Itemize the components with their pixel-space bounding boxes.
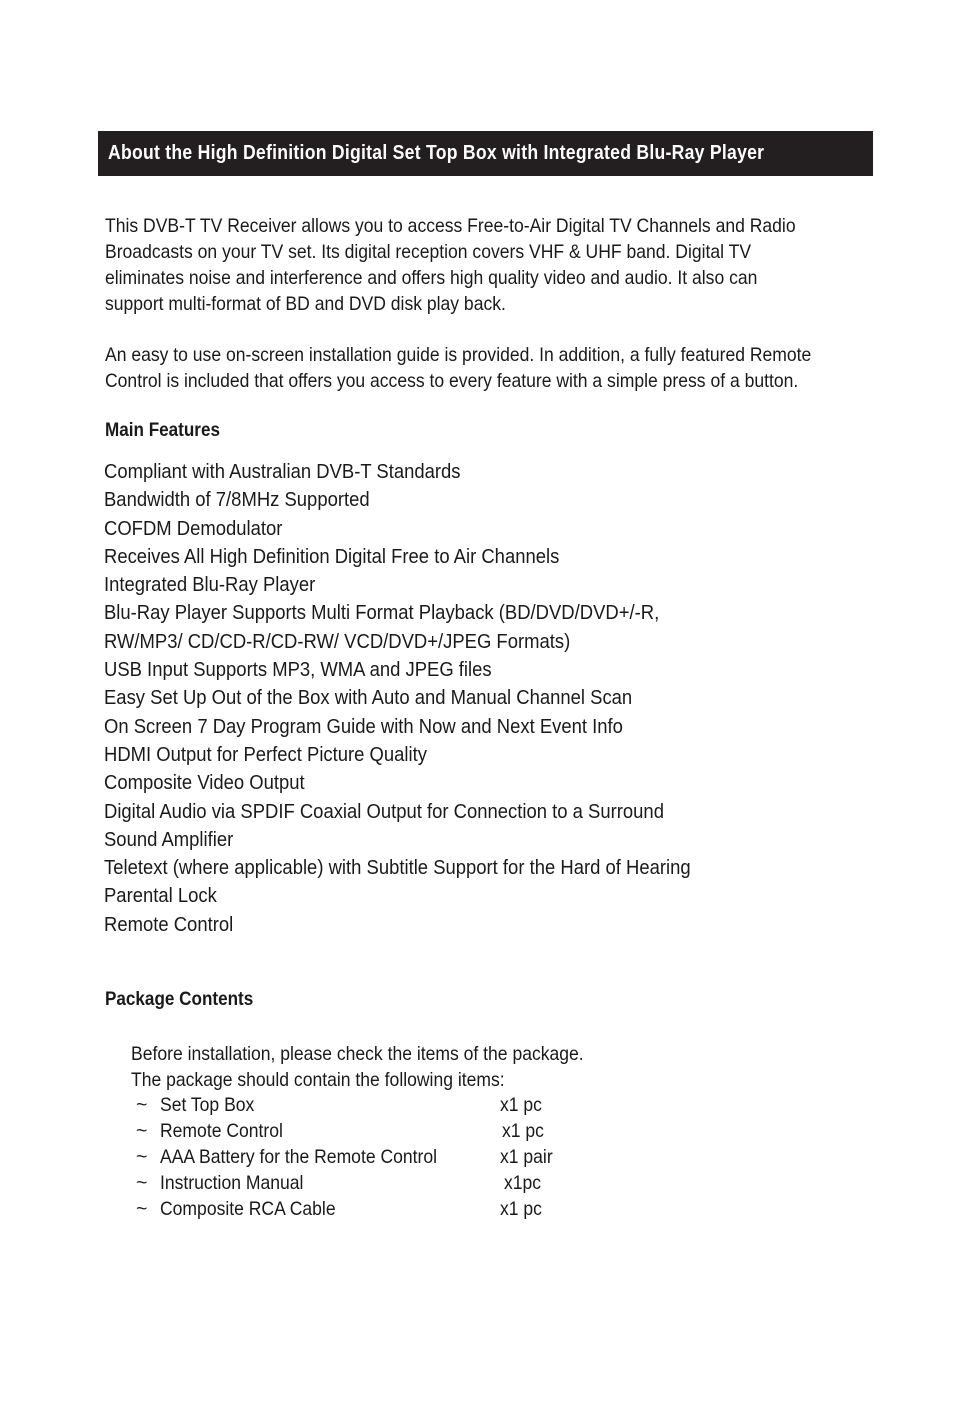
intro-line: support multi-format of BD and DVD disk play back.: [105, 293, 506, 315]
intro-paragraph-2: [105, 342, 925, 394]
main-features-list: [104, 458, 756, 939]
feature-item: Compliant with Australian DVB-T Standards: [104, 460, 461, 483]
package-item-name: AAA Battery for the Remote Control: [160, 1146, 438, 1168]
tilde-bullet: ~: [136, 1146, 148, 1168]
package-item: [136, 1118, 576, 1144]
feature-item: Digital Audio via SPDIF Coaxial Output for Connection to a Surround: [104, 799, 664, 823]
feature-item: Integrated Blu-Ray Player: [104, 573, 316, 597]
section-title-bar: [98, 131, 873, 176]
tilde-bullet: ~: [136, 1172, 148, 1194]
package-items-list: [136, 1092, 576, 1222]
intro-line: An easy to use on-screen installation guide is provided. In addition, a fully featured Remote: [105, 344, 812, 366]
package-intro-line: The package should contain the following items:: [131, 1069, 505, 1091]
package-item-qty: x1pc: [504, 1172, 542, 1194]
section-title: About the High Definition Digital Set Top Box with Integrated Blu-Ray Player: [108, 142, 765, 164]
package-item-name: Set Top Box: [160, 1094, 255, 1116]
package-intro: [131, 1041, 634, 1093]
tilde-bullet: ~: [136, 1094, 148, 1116]
package-item-qty: x1 pair: [500, 1146, 553, 1168]
package-item-qty: x1 pc: [500, 1094, 542, 1116]
package-item-qty: x1 pc: [500, 1198, 542, 1220]
feature-item: Receives All High Definition Digital Free to Air Channels: [104, 544, 560, 568]
feature-item: Teletext (where applicable) with Subtitle Support for the Hard of Hearing: [104, 856, 691, 880]
package-item-name: Remote Control: [160, 1120, 283, 1142]
feature-item: Sound Amplifier: [104, 827, 234, 851]
package-contents-heading: Package Contents: [105, 989, 254, 1010]
main-features-heading: Main Features: [105, 420, 220, 441]
intro-line: Control is included that offers you access to every feature with a simple press of a button.: [105, 370, 799, 392]
intro-line: Broadcasts on your TV set. Its digital reception covers VHF & UHF band. Digital TV: [105, 241, 752, 263]
intro-line: eliminates noise and interference and offers high quality video and audio. It also can: [105, 267, 758, 289]
package-item: [136, 1092, 576, 1118]
package-item: [136, 1170, 576, 1196]
intro-line: This DVB-T TV Receiver allows you to access Free-to-Air Digital TV Channels and Radio: [105, 215, 796, 237]
feature-item: Blu-Ray Player Supports Multi Format Playback (BD/DVD/DVD+/-R,: [104, 601, 660, 625]
package-intro-line: Before installation, please check the items of the package.: [131, 1043, 584, 1065]
feature-item: Remote Control: [104, 912, 234, 936]
feature-item: USB Input Supports MP3, WMA and JPEG files: [104, 658, 492, 682]
feature-item: Easy Set Up Out of the Box with Auto and Manual Channel Scan: [104, 686, 633, 710]
feature-item: RW/MP3/ CD/CD-R/CD-RW/ VCD/DVD+/JPEG Formats): [104, 629, 571, 653]
feature-item: Parental Lock: [104, 884, 217, 908]
intro-paragraph-1: [105, 213, 925, 317]
tilde-bullet: ~: [136, 1198, 148, 1220]
package-item-qty: x1 pc: [502, 1120, 544, 1142]
feature-item: HDMI Output for Perfect Picture Quality: [104, 742, 427, 766]
feature-item: COFDM Demodulator: [104, 516, 283, 540]
feature-item: Composite Video Output: [104, 771, 305, 795]
feature-item: On Screen 7 Day Program Guide with Now and Next Event Info: [104, 714, 623, 738]
feature-item: Bandwidth of 7/8MHz Supported: [104, 488, 370, 512]
package-item-name: Composite RCA Cable: [160, 1198, 336, 1220]
package-item-name: Instruction Manual: [160, 1172, 304, 1194]
package-item: [136, 1196, 576, 1222]
tilde-bullet: ~: [136, 1120, 148, 1142]
package-item: [136, 1144, 576, 1170]
